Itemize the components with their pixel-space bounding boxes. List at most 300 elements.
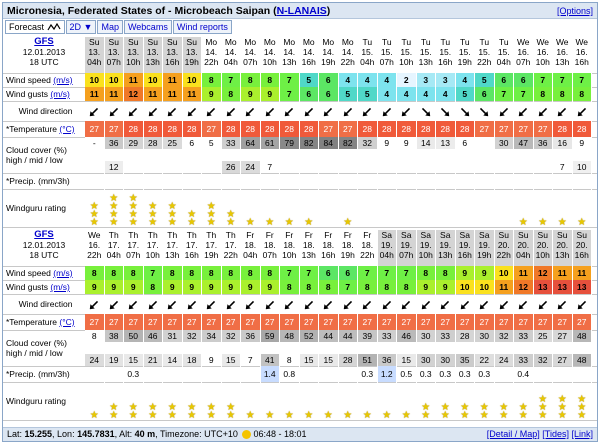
- arrow-icon: [554, 296, 571, 313]
- wind-cell: 10: [475, 280, 495, 294]
- time-cell: We 16. 22h: [85, 230, 105, 266]
- rating-cell: [280, 189, 300, 227]
- cloud-cell: 32 18: [183, 330, 203, 366]
- wind-cell: 8: [573, 87, 593, 101]
- arrow-icon: [515, 103, 532, 120]
- star-icon: ★: [226, 402, 236, 413]
- time-cell: Fr 18. 13h: [300, 230, 320, 266]
- tab-forecast[interactable]: [5, 20, 65, 34]
- temperature-cell: 28: [436, 121, 456, 137]
- tab-wind-reports[interactable]: Wind reports: [173, 20, 232, 34]
- cloud-cell: 82: [300, 137, 320, 173]
- precip-cell: [85, 173, 105, 189]
- arrow-icon: [261, 296, 278, 313]
- cloud-cell: 6: [183, 137, 203, 173]
- time-cell: Sa 19. 10h: [417, 230, 437, 266]
- cloud-cell: 13: [436, 137, 456, 173]
- direction-cell: [85, 294, 105, 314]
- direction-cell: [534, 294, 554, 314]
- arrow-icon: [183, 296, 200, 313]
- cloud-cell: 25 32: [534, 330, 554, 366]
- wind-cell: 10: [105, 73, 125, 87]
- row-cloud: [3, 137, 597, 173]
- run-utc: 18 UTC: [29, 57, 59, 67]
- row-cells-hdr: [85, 37, 597, 73]
- time-cell: Mo 14. 22h: [202, 37, 222, 73]
- time-cell: Su 20. 13h: [553, 230, 573, 266]
- star-icon: ★: [206, 410, 216, 420]
- arrow-icon: [86, 296, 103, 313]
- temperature-cell: 27: [534, 314, 554, 330]
- precip-cell: [573, 173, 593, 189]
- direction-cell: [144, 294, 164, 314]
- direction-cell: [417, 294, 437, 314]
- arrow-icon: [456, 103, 473, 120]
- row-divider: [3, 420, 597, 421]
- rating-cell: [202, 382, 222, 420]
- arrow-icon: [144, 296, 161, 313]
- cloud-cell: 5: [202, 137, 222, 173]
- wind-cell: 8: [222, 87, 242, 101]
- arrow-icon: [300, 103, 317, 120]
- time-cell: We 16. 13h: [553, 37, 573, 73]
- star-icon: ★: [226, 410, 236, 420]
- wind-cell: 8: [358, 280, 378, 294]
- wind-cell: 9: [436, 280, 456, 294]
- wind-cell: 11: [573, 266, 593, 280]
- star-icon: ★: [167, 209, 177, 220]
- unit-c-link[interactable]: (°C): [59, 317, 75, 327]
- row-precip: [3, 173, 597, 189]
- star-icon: ★: [343, 410, 353, 420]
- arrow-icon: [398, 296, 415, 313]
- star-icon: ★: [128, 402, 138, 413]
- wind-cell: 9: [124, 280, 144, 294]
- star-icon: ★: [577, 402, 587, 413]
- direction-cell: [456, 101, 476, 121]
- rating-cell: [378, 189, 398, 227]
- options-link[interactable]: [Options]: [556, 6, 593, 16]
- direction-cell: [534, 101, 554, 121]
- temperature-cell: 28: [241, 121, 261, 137]
- time-cell: Mo 14. 19h: [319, 37, 339, 73]
- row-gusts: [3, 280, 597, 294]
- precip-cell: [163, 173, 183, 189]
- star-icon: ★: [187, 410, 197, 420]
- direction-cell: [475, 294, 495, 314]
- temperature-cell: 28: [280, 121, 300, 137]
- time-cell: Fr 18. 22h: [358, 230, 378, 266]
- direction-cell: [241, 294, 261, 314]
- temperature-cell: 27: [514, 314, 534, 330]
- cloud-cell: 16 7: [553, 137, 573, 173]
- wind-cell: 9: [456, 266, 476, 280]
- temperature-cell: 28: [553, 121, 573, 137]
- star-icon: ★: [518, 217, 528, 227]
- direction-cell: [183, 294, 203, 314]
- rating-cell: [222, 382, 242, 420]
- row-label-gusts: [3, 280, 85, 294]
- wind-cell: 6: [319, 266, 339, 280]
- star-icon: ★: [440, 410, 450, 420]
- star-icon: ★: [284, 410, 294, 420]
- tab-map[interactable]: Map: [97, 20, 123, 34]
- star-icon: ★: [538, 394, 548, 405]
- arrow-icon: [144, 103, 161, 120]
- precip-cell: [553, 173, 573, 189]
- time-cell: We 16. 10h: [534, 37, 554, 73]
- star-icon: ★: [382, 410, 392, 420]
- temperature-cell: 27: [436, 314, 456, 330]
- detail-map-link[interactable]: [Detail / Map]: [486, 429, 540, 439]
- wind-cell: 11: [124, 73, 144, 87]
- star-icon: ★: [148, 209, 158, 220]
- precip-cell: [358, 173, 378, 189]
- arrow-icon: [320, 296, 337, 313]
- row-cells-precip: [85, 366, 597, 382]
- cloud-cell: 36 12: [105, 137, 125, 173]
- star-icon: ★: [245, 410, 255, 420]
- row-precip: [3, 366, 597, 382]
- model-link[interactable]: GFS: [34, 230, 54, 240]
- row-label-dir: [3, 101, 85, 121]
- wind-cell: 5: [358, 87, 378, 101]
- sun-icon: [242, 430, 251, 439]
- wind-cell: 8: [222, 266, 242, 280]
- wind-cell: 10: [456, 280, 476, 294]
- wind-cell: 8: [202, 266, 222, 280]
- cloud-cell: 9: [378, 137, 398, 173]
- precip-cell: 0.4: [514, 366, 534, 382]
- temperature-cell: 27: [514, 121, 534, 137]
- direction-cell: [358, 294, 378, 314]
- arrow-icon: [164, 103, 181, 120]
- precip-cell: [124, 173, 144, 189]
- cloud-cell: 34 9: [202, 330, 222, 366]
- rating-cell: [183, 382, 203, 420]
- row-cells-hdr: [85, 230, 597, 266]
- cloud-cell: 33 30: [436, 330, 456, 366]
- arrow-icon: [378, 103, 395, 120]
- star-icon: ★: [187, 402, 197, 413]
- star-icon: ★: [265, 410, 275, 420]
- star-icon: ★: [226, 209, 236, 220]
- temperature-cell: 27: [495, 121, 515, 137]
- cloud-cell: 28: [144, 137, 164, 173]
- arrow-icon: [534, 296, 551, 313]
- row-cells-gusts: [85, 87, 597, 101]
- cloud-cell: 46 15: [397, 330, 417, 366]
- star-icon: ★: [89, 410, 99, 420]
- wind-cell: 11: [144, 87, 164, 101]
- label-rating: Windguru rating: [6, 396, 67, 406]
- time-cell: Th 17. 10h: [144, 230, 164, 266]
- wind-cell: 11: [163, 87, 183, 101]
- row-rating: [3, 189, 597, 227]
- tab-2d[interactable]: 2D ▼: [66, 20, 97, 34]
- direction-cell: [456, 294, 476, 314]
- unit-link[interactable]: (m/s): [50, 282, 70, 292]
- time-cell: Th 17. 19h: [202, 230, 222, 266]
- cloud-cell: 32: [358, 137, 378, 173]
- row-cells-rating: [85, 382, 597, 420]
- unit-link[interactable]: (m/s): [53, 75, 73, 85]
- label-gusts: Wind gusts: [6, 89, 49, 99]
- spot-link[interactable]: N-LANAIS: [276, 5, 327, 17]
- row-divider: [3, 227, 597, 228]
- cloud-cell: 52 15: [300, 330, 320, 366]
- wind-cell: 5: [339, 87, 359, 101]
- rating-cell: [202, 189, 222, 227]
- direction-cell: [397, 294, 417, 314]
- cloud-cell: 44 28: [339, 330, 359, 366]
- wind-cell: 9: [85, 280, 105, 294]
- time-cell: Th 17. 22h: [222, 230, 242, 266]
- arrow-icon: [359, 103, 376, 120]
- wind-cell: 9: [222, 280, 242, 294]
- star-icon: ★: [109, 193, 119, 204]
- direction-cell: [339, 101, 359, 121]
- precip-cell: [475, 173, 495, 189]
- direction-cell: [261, 294, 281, 314]
- temperature-cell: 28: [124, 121, 144, 137]
- wind-cell: 8: [280, 280, 300, 294]
- time-cell: Tu 15. 10h: [397, 37, 417, 73]
- direction-cell: [339, 294, 359, 314]
- row-label-gusts: [3, 87, 85, 101]
- wind-cell: 12: [534, 266, 554, 280]
- star-icon: ★: [148, 402, 158, 413]
- direction-cell: [300, 294, 320, 314]
- precip-cell: 0.8: [280, 366, 300, 382]
- wind-cell: 12: [124, 87, 144, 101]
- row-cells-wind: [85, 73, 597, 87]
- arrow-icon: [476, 103, 493, 120]
- arrow-icon: [86, 103, 103, 120]
- link-link[interactable]: [Link]: [571, 429, 593, 439]
- wind-cell: 8: [163, 266, 183, 280]
- rating-cell: [261, 382, 281, 420]
- star-icon: ★: [401, 410, 411, 420]
- star-icon: ★: [557, 217, 567, 227]
- rating-cell: [417, 382, 437, 420]
- precip-cell: [85, 366, 105, 382]
- direction-cell: [397, 101, 417, 121]
- star-icon: ★: [304, 410, 314, 420]
- direction-cell: [495, 101, 515, 121]
- star-icon: ★: [109, 410, 119, 420]
- unit-link[interactable]: (m/s): [50, 89, 70, 99]
- arrow-icon: [339, 103, 356, 120]
- temperature-cell: 27: [417, 314, 437, 330]
- wind-cell: 8: [417, 266, 437, 280]
- time-cell: Tu 15. 19h: [456, 37, 476, 73]
- arrow-icon: [339, 296, 356, 313]
- cloud-cell: 36: [534, 137, 554, 173]
- precip-cell: 0.3: [417, 366, 437, 382]
- rating-cell: [183, 189, 203, 227]
- lat-label: Lat:: [7, 429, 25, 439]
- label-winddir: Wind direction: [18, 299, 73, 309]
- direction-cell: [319, 101, 339, 121]
- direction-cell: [319, 294, 339, 314]
- temperature-cell: 28: [163, 121, 183, 137]
- wind-cell: 10: [144, 73, 164, 87]
- row-label-precip: [3, 366, 85, 382]
- temperature-cell: 27: [319, 121, 339, 137]
- star-icon: ★: [128, 201, 138, 212]
- precip-cell: 0.5: [397, 366, 417, 382]
- wind-cell: 10: [183, 73, 203, 87]
- row-cells-wind: [85, 266, 597, 280]
- star-icon: ★: [479, 402, 489, 413]
- temperature-cell: 27: [553, 314, 573, 330]
- cloud-cell: 79: [280, 137, 300, 173]
- time-cell: Fr 18. 07h: [261, 230, 281, 266]
- wind-cell: 10: [85, 73, 105, 87]
- time-cell: Su 13. 13h: [144, 37, 164, 73]
- star-icon: ★: [343, 217, 353, 227]
- row-label-cloud: [3, 330, 85, 366]
- star-icon: ★: [167, 402, 177, 413]
- rating-cell: [534, 382, 554, 420]
- star-icon: ★: [206, 402, 216, 413]
- time-cell: Tu 15. 22h: [475, 37, 495, 73]
- label-precip: *Precip. (mm/3h): [6, 369, 70, 379]
- row-cells-temp: [85, 314, 597, 330]
- tides-link[interactable]: [Tides]: [542, 429, 569, 439]
- direction-cell: [202, 101, 222, 121]
- temperature-cell: 27: [378, 314, 398, 330]
- row-label-wind: [3, 73, 85, 87]
- star-icon: ★: [167, 201, 177, 212]
- direction-cell: [475, 101, 495, 121]
- arrow-icon: [242, 103, 259, 120]
- temperature-cell: 27: [144, 314, 164, 330]
- time-cell: Fr 18. 16h: [319, 230, 339, 266]
- precip-cell: [222, 173, 242, 189]
- precip-cell: [378, 173, 398, 189]
- rating-cell: [319, 382, 339, 420]
- wind-cell: 10: [495, 266, 515, 280]
- wind-cell: 11: [163, 73, 183, 87]
- unit-link[interactable]: (m/s): [53, 268, 73, 278]
- rating-cell: [124, 382, 144, 420]
- run-utc: 18 UTC: [29, 250, 59, 260]
- star-icon: ★: [187, 217, 197, 227]
- run-date: 12.01.2013: [22, 240, 66, 250]
- star-icon: ★: [499, 402, 509, 413]
- precip-cell: 0.3: [124, 366, 144, 382]
- arrow-icon: [281, 296, 298, 313]
- wind-cell: 4: [417, 87, 437, 101]
- rating-cell: [553, 189, 573, 227]
- temperature-cell: 28: [300, 121, 320, 137]
- star-icon: ★: [577, 394, 587, 405]
- rating-cell: [553, 382, 573, 420]
- temperature-cell: 28: [144, 121, 164, 137]
- row-label-wind: [3, 266, 85, 280]
- wind-cell: 8: [144, 280, 164, 294]
- precip-cell: [241, 366, 261, 382]
- arrow-icon: [495, 103, 512, 120]
- star-icon: ★: [304, 217, 314, 227]
- wind-cell: 4: [378, 87, 398, 101]
- rating-cell: [105, 382, 125, 420]
- direction-cell: [280, 294, 300, 314]
- time-cell: Su 13. 04h: [85, 37, 105, 73]
- chart-icon: [47, 23, 61, 32]
- wind-cell: 6: [514, 73, 534, 87]
- arrow-icon: [554, 103, 571, 120]
- label-cloud-levels: high / mid / low: [6, 155, 63, 165]
- rating-cell: [397, 189, 417, 227]
- precip-cell: [261, 173, 281, 189]
- wind-cell: 8: [261, 266, 281, 280]
- arrow-icon: [495, 296, 512, 313]
- wind-cell: 3: [436, 73, 456, 87]
- wind-cell: 9: [417, 280, 437, 294]
- label-winddir: Wind direction: [18, 106, 73, 116]
- star-icon: ★: [460, 410, 470, 420]
- arrow-icon: [105, 296, 122, 313]
- wind-cell: 6: [319, 87, 339, 101]
- cloud-cell: 27 27: [553, 330, 573, 366]
- temperature-cell: 28: [397, 121, 417, 137]
- model-link[interactable]: GFS: [34, 37, 54, 47]
- star-icon: ★: [284, 217, 294, 227]
- rating-cell: [573, 382, 593, 420]
- wind-cell: 9: [183, 280, 203, 294]
- star-icon: ★: [421, 410, 431, 420]
- alt-value: 40 m: [134, 429, 156, 439]
- wind-cell: 8: [202, 73, 222, 87]
- cloud-cell: 48 48: [573, 330, 593, 366]
- temperature-cell: 27: [241, 314, 261, 330]
- rating-cell: [124, 189, 144, 227]
- cloud-cell: 36 7: [241, 330, 261, 366]
- star-icon: ★: [148, 410, 158, 420]
- wind-cell: 5: [475, 73, 495, 87]
- rating-cell: [339, 189, 359, 227]
- rating-cell: [85, 189, 105, 227]
- rating-cell: [358, 382, 378, 420]
- wind-cell: 7: [280, 266, 300, 280]
- wind-cell: 7: [222, 73, 242, 87]
- unit-c-link[interactable]: (°C): [59, 124, 75, 134]
- time-cell: Su 20. 04h: [514, 230, 534, 266]
- star-icon: ★: [128, 193, 138, 204]
- tab-webcams[interactable]: Webcams: [124, 20, 172, 34]
- temperature-cell: 27: [339, 314, 359, 330]
- cloud-cell: -: [85, 137, 105, 173]
- direction-cell: [514, 101, 534, 121]
- arrow-icon: [437, 103, 454, 120]
- wind-cell: 9: [163, 280, 183, 294]
- precip-cell: 0.3: [456, 366, 476, 382]
- arrow-icon: [183, 103, 200, 120]
- wind-cell: 11: [495, 280, 515, 294]
- precip-cell: [436, 173, 456, 189]
- time-cell: Fr 18. 10h: [280, 230, 300, 266]
- arrow-icon: [222, 103, 239, 120]
- arrow-icon: [534, 103, 551, 120]
- wind-cell: 7: [339, 280, 359, 294]
- cloud-cell: 31 14: [163, 330, 183, 366]
- rating-cell: [475, 189, 495, 227]
- precip-cell: 1.2: [378, 366, 398, 382]
- cloud-cell: 32 15: [222, 330, 242, 366]
